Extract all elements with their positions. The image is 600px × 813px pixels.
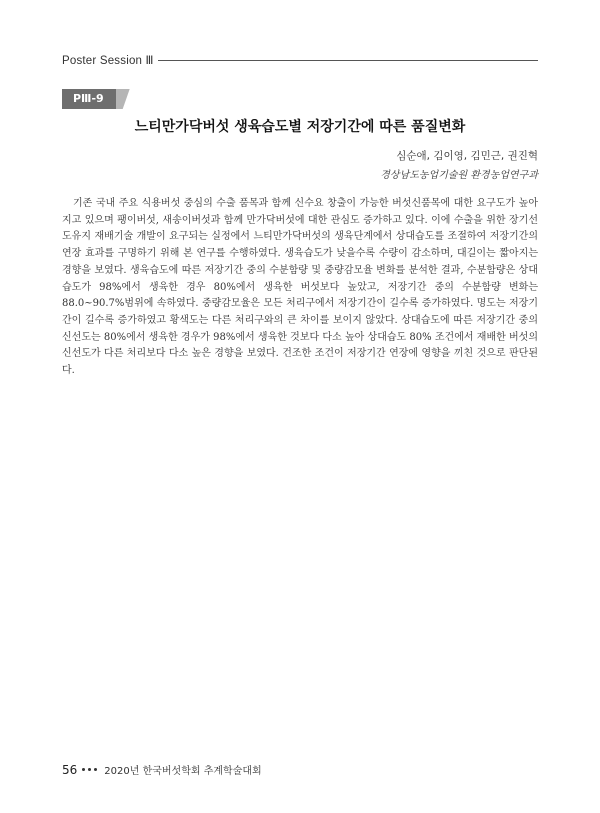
abstract-body: 기존 국내 주요 식용버섯 중심의 수출 품목과 함께 신수요 창출이 가능한 버섯신품목에 대한 요구도가 높아지고 있으며 팽이버섯, 새송이버섯과 함께 만가닥버섯에 대한 관심도 증가하고 있다. 이에 수출을 위한 장기선도유지 재배기술 개발이 요구되는 실정에서 느티만가닥버섯의 생육단계에서 상대습도를 조절하여 저장기간의 연장 효과를 구명하기 위해 본 연구를 수행하였다. 생육습도가 낮을수록 수량이 감소하며, 대길이는 짧아지는 경향을 보였다. 생육습도에 따른 저장기간 중의 수분함량 및 중량감모율 변화를 분석한 결과, 수분함량은 상대습도가 98%에서 생육한 경우 80%에서 생육한 버섯보다 높았고, 저장기간 중의 수분함량 변화는 88.0~90.7%범위에 속하였다. 중량감모율은 모든 처리구에서 저장기간이 길수록 증가하였다. 명도는 저장기간이 길수록 증가하였고 황색도는 다른 처리구와의 큰 차이를 보이지 않았다. 상대습도에 따른 저장기간 중의 신선도는 80%에서 생육한 경우가 98%에서 생육한 것보다 다소 높아 상대습도 80% 조건에서 재배한 버섯의 신선도가 다른 처리보다 다소 높은 경향을 보였다. 건조한 조건이 저장기간 연장에 영향을 끼친 것으로 판단된다. [62, 198, 538, 377]
author-list: 심순애, 김이영, 김민근, 권진혁 [396, 150, 538, 162]
conference-name: 2020년 한국버섯학회 추계학술대회 [104, 766, 262, 777]
section-header [62, 53, 538, 67]
poster-id-badge [62, 89, 116, 109]
poster-id-label: PⅢ-9 [73, 92, 104, 105]
poster-badge [62, 87, 116, 109]
footer-dots-icon [82, 768, 97, 771]
section-label: Poster Session Ⅲ [62, 55, 154, 67]
badge-tail-shape [116, 89, 130, 109]
page-number: 56 [62, 762, 78, 777]
page-footer [62, 762, 262, 777]
paper-title: 느티만가닥버섯 생육습도별 저장기간에 따른 품질변화 [134, 119, 466, 135]
header-rule [158, 60, 538, 61]
affiliation: 경상남도농업기술원 환경농업연구과 [380, 170, 538, 181]
